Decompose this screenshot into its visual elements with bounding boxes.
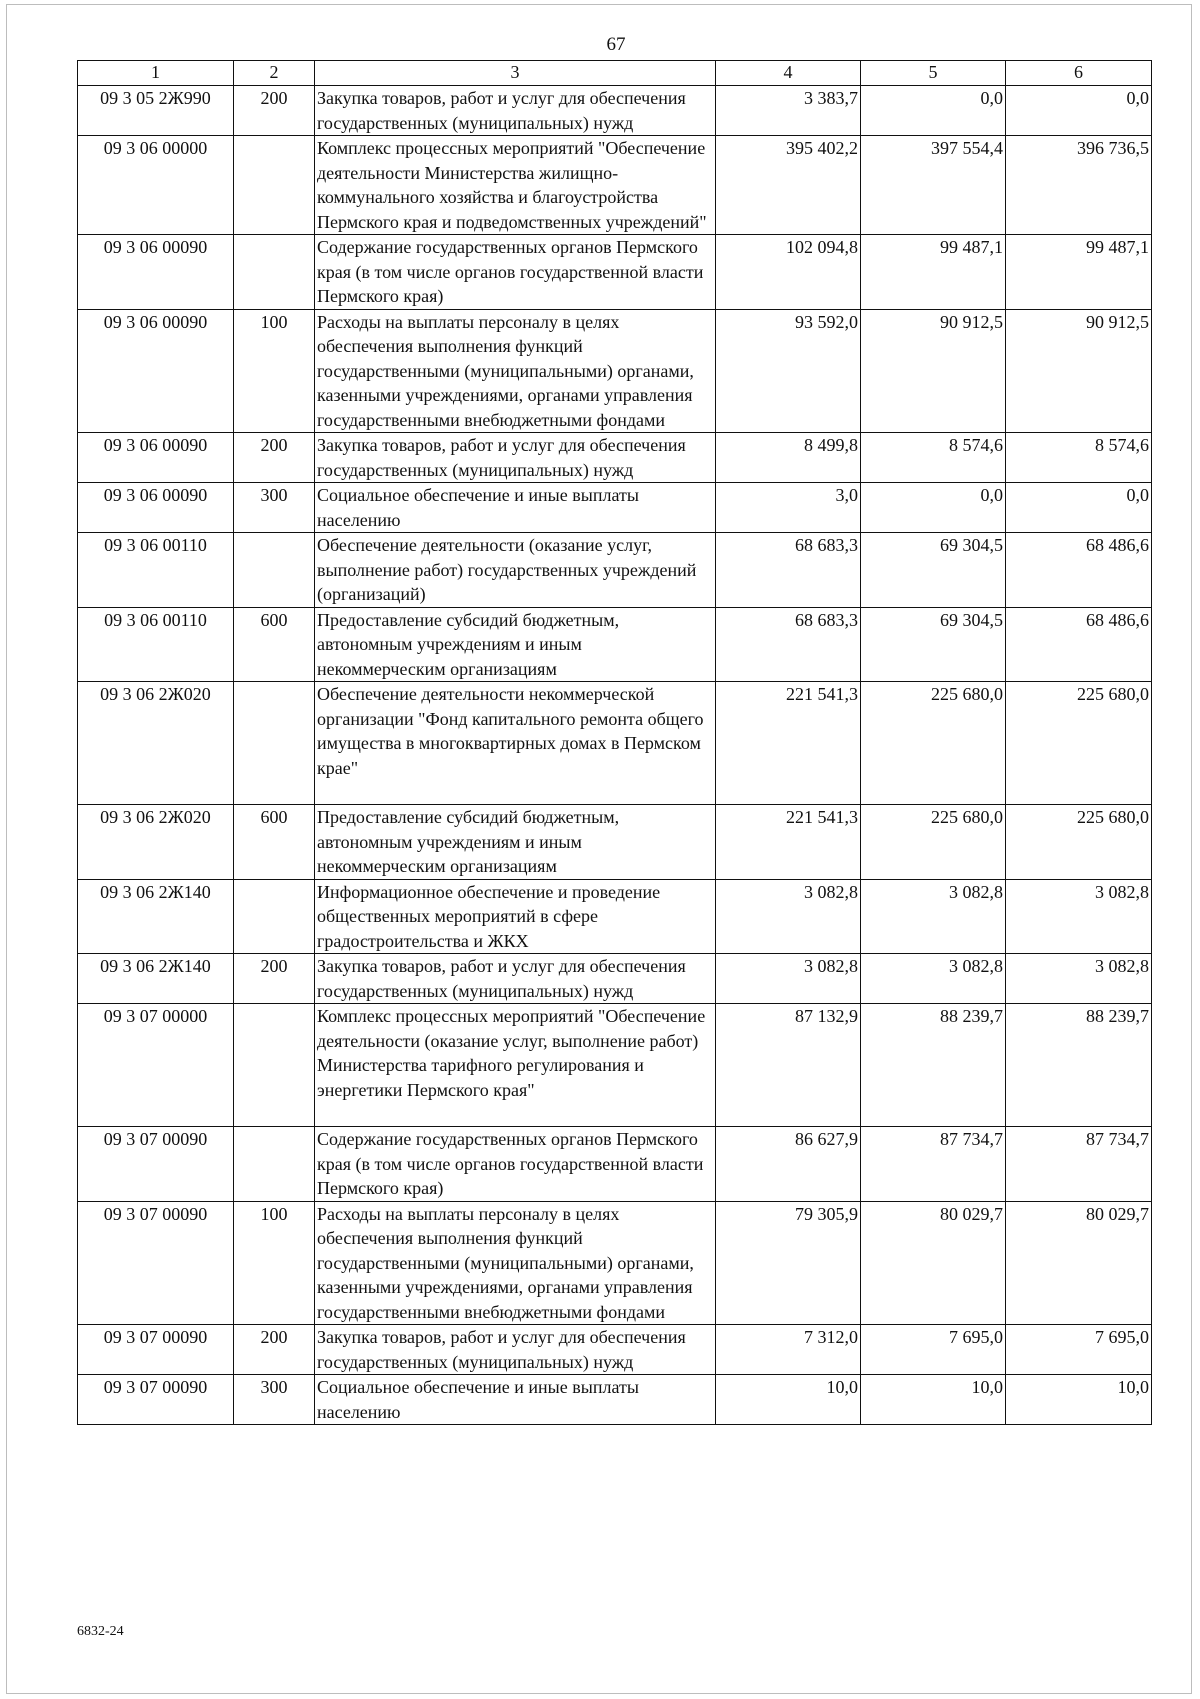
amount-col6: 90 912,5 [1006, 309, 1152, 433]
column-header-2: 2 [234, 61, 315, 86]
table-row [78, 483, 1152, 533]
amount-col4: 221 541,3 [716, 682, 861, 805]
expense-type: 300 [234, 483, 315, 533]
amount-col4: 86 627,9 [716, 1127, 861, 1202]
amount-col5: 3 082,8 [861, 879, 1006, 954]
amount-col5: 225 680,0 [861, 682, 1006, 805]
amount-col5: 397 554,4 [861, 136, 1006, 235]
amount-col4: 3 082,8 [716, 879, 861, 954]
amount-col4: 3 082,8 [716, 954, 861, 1004]
amount-col6: 0,0 [1006, 86, 1152, 136]
column-header-6: 6 [1006, 61, 1152, 86]
expense-type: 100 [234, 1201, 315, 1325]
amount-col4: 68 683,3 [716, 607, 861, 682]
amount-col5: 10,0 [861, 1375, 1006, 1425]
amount-col4: 68 683,3 [716, 533, 861, 608]
expense-type: 200 [234, 954, 315, 1004]
expense-type: 600 [234, 805, 315, 880]
amount-col6: 396 736,5 [1006, 136, 1152, 235]
amount-col4: 87 132,9 [716, 1004, 861, 1127]
amount-col6: 10,0 [1006, 1375, 1152, 1425]
amount-col5: 99 487,1 [861, 235, 1006, 310]
expense-type: 600 [234, 607, 315, 682]
header-row [78, 61, 1152, 86]
table-row [78, 805, 1152, 880]
expense-type [234, 235, 315, 310]
table-row [78, 86, 1152, 136]
amount-col5: 3 082,8 [861, 954, 1006, 1004]
item-name: Закупка товаров, работ и услуг для обеспечения государственных (муниципальных) нужд [315, 86, 716, 136]
amount-col4: 10,0 [716, 1375, 861, 1425]
item-name: Закупка товаров, работ и услуг для обеспечения государственных (муниципальных) нужд [315, 433, 716, 483]
amount-col6: 7 695,0 [1006, 1325, 1152, 1375]
item-name: Расходы на выплаты персоналу в целях обеспечения выполнения функций государственными (муниципальными) органами, казенными учреждениями, органами управления государственными внебюджетными фондами [315, 1201, 716, 1325]
expense-type: 200 [234, 86, 315, 136]
target-code: 09 3 06 2Ж020 [78, 682, 234, 805]
target-code: 09 3 05 2Ж990 [78, 86, 234, 136]
target-code: 09 3 07 00090 [78, 1201, 234, 1325]
expense-type [234, 1004, 315, 1127]
amount-col4: 221 541,3 [716, 805, 861, 880]
amount-col4: 102 094,8 [716, 235, 861, 310]
amount-col6: 80 029,7 [1006, 1201, 1152, 1325]
table-row [78, 1004, 1152, 1127]
amount-col6: 68 486,6 [1006, 607, 1152, 682]
column-header-1: 1 [78, 61, 234, 86]
amount-col6: 225 680,0 [1006, 682, 1152, 805]
expense-type: 300 [234, 1375, 315, 1425]
item-name: Обеспечение деятельности некоммерческой организации "Фонд капитального ремонта общего имущества в многоквартирных домах в Пермском крае" [315, 682, 716, 805]
item-name: Содержание государственных органов Пермского края (в том числе органов государственной власти Пермского края) [315, 1127, 716, 1202]
item-name: Предоставление субсидий бюджетным, автономным учреждениям и иным некоммерческим организациям [315, 607, 716, 682]
expense-type [234, 136, 315, 235]
expense-type [234, 1127, 315, 1202]
target-code: 09 3 06 00090 [78, 433, 234, 483]
item-name: Комплекс процессных мероприятий "Обеспечение деятельности Министерства жилищно-коммунального хозяйства и благоустройства Пермского края и подведомственных учреждений" [315, 136, 716, 235]
target-code: 09 3 06 00110 [78, 533, 234, 608]
table-row [78, 1201, 1152, 1325]
table-row [78, 235, 1152, 310]
table-row [78, 1127, 1152, 1202]
table-row [78, 309, 1152, 433]
amount-col5: 87 734,7 [861, 1127, 1006, 1202]
page-number: 67 [606, 34, 626, 55]
target-code: 09 3 07 00000 [78, 1004, 234, 1127]
column-header-3: 3 [315, 61, 716, 86]
target-code: 09 3 06 2Ж140 [78, 954, 234, 1004]
target-code: 09 3 07 00090 [78, 1325, 234, 1375]
amount-col5: 69 304,5 [861, 607, 1006, 682]
amount-col6: 88 239,7 [1006, 1004, 1152, 1127]
table-row [78, 607, 1152, 682]
table-row [78, 136, 1152, 235]
item-name: Комплекс процессных мероприятий "Обеспечение деятельности (оказание услуг, выполнение работ) Министерства тарифного регулирования и энергетики Пермского края" [315, 1004, 716, 1127]
target-code: 09 3 06 2Ж140 [78, 879, 234, 954]
amount-col6: 99 487,1 [1006, 235, 1152, 310]
amount-col4: 7 312,0 [716, 1325, 861, 1375]
target-code: 09 3 07 00090 [78, 1127, 234, 1202]
amount-col5: 225 680,0 [861, 805, 1006, 880]
amount-col6: 225 680,0 [1006, 805, 1152, 880]
item-name: Расходы на выплаты персоналу в целях обеспечения выполнения функций государственными (муниципальными) органами, казенными учреждениями, органами управления государственными внебюджетными фондами [315, 309, 716, 433]
amount-col6: 87 734,7 [1006, 1127, 1152, 1202]
table-row [78, 433, 1152, 483]
budget-table [77, 60, 1152, 1425]
item-name: Предоставление субсидий бюджетным, автономным учреждениям и иным некоммерческим организациям [315, 805, 716, 880]
item-name: Обеспечение деятельности (оказание услуг, выполнение работ) государственных учреждений (организаций) [315, 533, 716, 608]
expense-type: 100 [234, 309, 315, 433]
target-code: 09 3 06 00090 [78, 309, 234, 433]
amount-col5: 88 239,7 [861, 1004, 1006, 1127]
column-header-4: 4 [716, 61, 861, 86]
target-code: 09 3 06 2Ж020 [78, 805, 234, 880]
amount-col6: 0,0 [1006, 483, 1152, 533]
amount-col4: 79 305,9 [716, 1201, 861, 1325]
amount-col5: 0,0 [861, 86, 1006, 136]
table-row [78, 879, 1152, 954]
amount-col4: 3,0 [716, 483, 861, 533]
expense-type [234, 879, 315, 954]
document-code: 6832-24 [77, 1624, 124, 1639]
amount-col4: 93 592,0 [716, 309, 861, 433]
target-code: 09 3 06 00090 [78, 235, 234, 310]
target-code: 09 3 06 00000 [78, 136, 234, 235]
table-row [78, 954, 1152, 1004]
expense-type [234, 682, 315, 805]
target-code: 09 3 07 00090 [78, 1375, 234, 1425]
amount-col6: 68 486,6 [1006, 533, 1152, 608]
table-row [78, 1325, 1152, 1375]
amount-col5: 8 574,6 [861, 433, 1006, 483]
table-row [78, 533, 1152, 608]
amount-col6: 8 574,6 [1006, 433, 1152, 483]
expense-type [234, 533, 315, 608]
table-row [78, 1375, 1152, 1425]
amount-col5: 90 912,5 [861, 309, 1006, 433]
expense-type: 200 [234, 433, 315, 483]
amount-col5: 0,0 [861, 483, 1006, 533]
amount-col5: 80 029,7 [861, 1201, 1006, 1325]
amount-col5: 7 695,0 [861, 1325, 1006, 1375]
item-name: Социальное обеспечение и иные выплаты населению [315, 483, 716, 533]
item-name: Содержание государственных органов Пермского края (в том числе органов государственной власти Пермского края) [315, 235, 716, 310]
amount-col4: 3 383,7 [716, 86, 861, 136]
item-name: Информационное обеспечение и проведение общественных мероприятий в сфере градостроительства и ЖКХ [315, 879, 716, 954]
target-code: 09 3 06 00110 [78, 607, 234, 682]
target-code: 09 3 06 00090 [78, 483, 234, 533]
amount-col5: 69 304,5 [861, 533, 1006, 608]
amount-col6: 3 082,8 [1006, 954, 1152, 1004]
item-name: Социальное обеспечение и иные выплаты населению [315, 1375, 716, 1425]
amount-col4: 395 402,2 [716, 136, 861, 235]
amount-col6: 3 082,8 [1006, 879, 1152, 954]
column-header-5: 5 [861, 61, 1006, 86]
amount-col4: 8 499,8 [716, 433, 861, 483]
table-row [78, 682, 1152, 805]
item-name: Закупка товаров, работ и услуг для обеспечения государственных (муниципальных) нужд [315, 954, 716, 1004]
item-name: Закупка товаров, работ и услуг для обеспечения государственных (муниципальных) нужд [315, 1325, 716, 1375]
expense-type: 200 [234, 1325, 315, 1375]
